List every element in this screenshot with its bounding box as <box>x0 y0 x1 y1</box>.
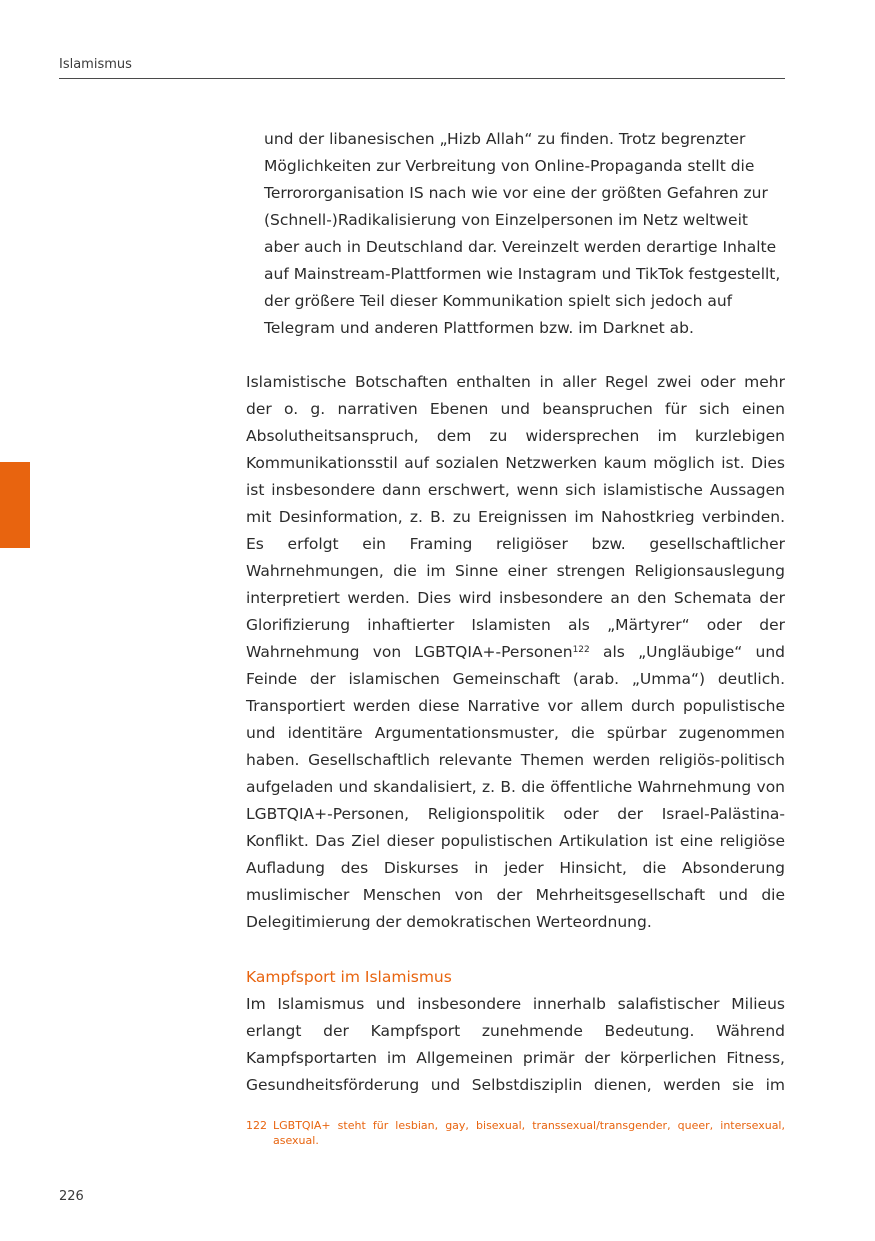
section-paragraph: Im Islamismus und insbesondere innerhalb salafistischer Milieus erlangt der Kampfsport zunehmende Bedeutung. Während Kampfsportarten im Allgemeinen primär der körperlichen Fitness, Gesundheitsförderung und Selbstdisziplin dienen, werden sie im <box>246 995 785 1094</box>
chapter-side-tab <box>0 462 30 548</box>
body-paragraph <box>246 369 785 936</box>
indented-paragraph: und der libanesischen „Hizb Allah“ zu finden. Trotz begrenzter Möglichkeiten zur Verbreitung von Online-Propaganda stellt die Terrororganisation IS nach wie vor eine der größten Gefahren zur (Schnell-)Radikalisierung von Einzelpersonen im Netz weltweit aber auch in Deutschland dar. Vereinzelt werden derartige Inhalte auf Mainstream-Plattformen wie Instagram und TikTok festgestellt, der größere Teil dieser Kommunikation spielt sich jedoch auf Telegram und anderen Plattformen bzw. im Darknet ab. <box>264 130 781 337</box>
footnote <box>246 1118 785 1148</box>
footnote-reference[interactable]: 122 <box>572 645 590 655</box>
section-heading: Kampfsport im Islamismus <box>246 968 452 986</box>
footnote-number: 122 <box>246 1119 267 1132</box>
page-number: 226 <box>59 1189 84 1204</box>
body-paragraph-part-2: als „Ungläubige“ und Feinde der islamischen Gemeinschaft (arab. „Umma“) deutlich. Transportiert werden diese Narrative vor allem durch populistische und identitäre Argumentationsmuster, die spürbar zugenommen haben. Gesellschaftlich relevante Themen werden religiös-politisch aufgeladen und skandalisiert, z. B. die öffentliche Wahrnehmung von LGBTQIA+-Personen, Religionspolitik oder der Israel-Palästina-Konflikt. Das Ziel dieser populistischen Artikulation ist eine religiöse Aufladung des Diskurses in jeder Hinsicht, die Absonderung muslimischer Menschen von der Mehrheitsgesellschaft und die Delegitimierung der demokratischen Werteordnung. <box>246 643 785 931</box>
body-paragraph-part-1: Islamistische Botschaften enthalten in aller Regel zwei oder mehr der o. g. narrativen Ebenen und beanspruchen für sich einen Absolutheitsanspruch, dem zu widersprechen im kurzlebigen Kommunikationsstil auf sozialen Netzwerken kaum möglich ist. Dies ist insbesondere dann erschwert, wenn sich islamistische Aussagen mit Desinformation, z. B. zu Ereignissen im Nahostkrieg verbinden. Es erfolgt ein Framing religiöser bzw. gesellschaftlicher Wahrnehmungen, die im Sinne einer strengen Religionsauslegung interpretiert werden. Dies wird insbesondere an den Schemata der Glorifizierung inhaftierter Islamisten als „Märtyrer“ oder der Wahrnehmung von LGBTQIA+-Personen <box>246 373 785 661</box>
running-header: Islamismus <box>59 57 132 72</box>
footnote-text: LGBTQIA+ steht für lesbian, gay, bisexual, transsexual/transgender, queer, intersexual, asexual. <box>273 1119 785 1147</box>
header-rule <box>59 78 785 79</box>
